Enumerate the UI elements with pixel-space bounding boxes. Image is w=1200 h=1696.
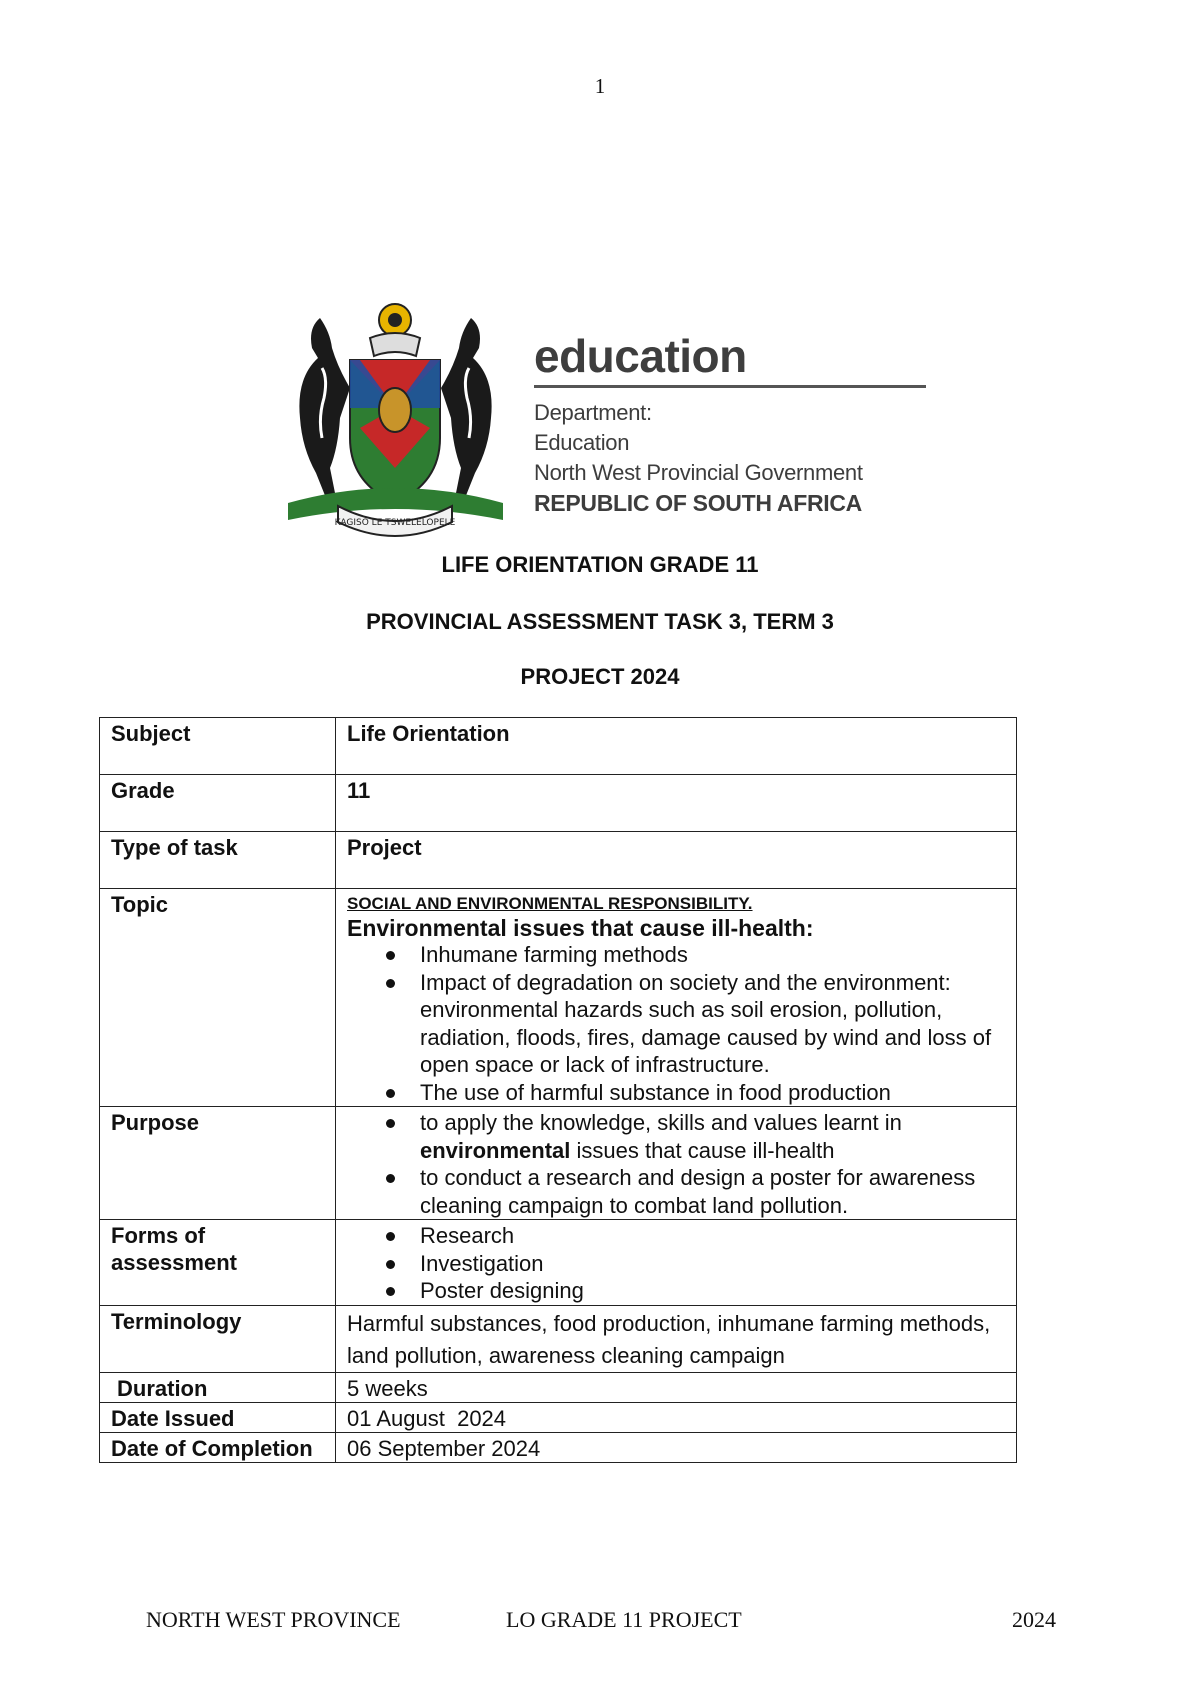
row-label-terminology: Terminology — [100, 1305, 336, 1372]
purpose-text: issues that cause ill-health — [570, 1137, 835, 1163]
table-row — [100, 1402, 1017, 1432]
table-row — [100, 1220, 1017, 1306]
row-label-purpose: Purpose — [100, 1107, 336, 1220]
table-row — [100, 1432, 1017, 1462]
table-row — [100, 1305, 1017, 1372]
purpose-text: to apply the knowledge, skills and values learnt in — [420, 1110, 902, 1135]
row-value-type-of-task: Project — [336, 832, 1017, 889]
row-value-purpose — [336, 1107, 1017, 1220]
coat-of-arms-icon — [278, 298, 513, 543]
page-number: 1 — [594, 74, 606, 98]
table-row — [100, 1107, 1017, 1220]
document-title: LIFE ORIENTATION GRADE 11 — [441, 552, 759, 577]
row-value-date-issued: 01 August 2024 — [336, 1402, 1017, 1432]
education-wordmark: education — [534, 330, 747, 382]
crest-motto: KAGISO LE TSWELELOPELE — [334, 518, 456, 528]
list-item: Inhumane farming methods — [420, 941, 1006, 969]
row-label-forms-of-assessment: Forms of assessment — [100, 1220, 336, 1306]
wordmark-rule — [534, 385, 926, 388]
row-value-subject: Life Orientation — [336, 718, 1017, 775]
table-row — [100, 889, 1017, 1107]
footer-year: 2024 — [1012, 1607, 1056, 1632]
row-label-type-of-task: Type of task — [100, 832, 336, 889]
department-logo — [278, 298, 928, 548]
row-value-forms-of-assessment — [336, 1220, 1017, 1306]
list-item: Poster designing — [420, 1277, 1006, 1305]
table-row — [100, 775, 1017, 832]
table-row — [100, 718, 1017, 775]
row-label-date-issued: Date Issued — [100, 1402, 336, 1432]
list-item: The use of harmful substance in food production — [420, 1079, 1006, 1107]
row-value-grade: 11 — [336, 775, 1017, 832]
row-value-duration: 5 weeks — [336, 1372, 1017, 1402]
row-value-date-of-completion: 06 September 2024 — [336, 1432, 1017, 1462]
dept-line-government: North West Provincial Government — [534, 460, 863, 485]
row-value-terminology: Harmful substances, food production, inhumane farming methods, land pollution, awareness cleaning campaign — [336, 1305, 1017, 1372]
dept-line-department: Department: — [534, 400, 652, 425]
list-item — [420, 1109, 1006, 1164]
row-label-topic: Topic — [100, 889, 336, 1107]
table-row — [100, 1372, 1017, 1402]
purpose-bullet-list — [347, 1109, 1006, 1219]
assessment-title: PROVINCIAL ASSESSMENT TASK 3, TERM 3 — [366, 609, 834, 634]
topic-bullet-list — [347, 941, 1006, 1106]
list-item: Impact of degradation on society and the environment: environmental hazards such as soil erosion, pollution, radiation, floods, fires, damage caused by wind and loss of open space or lack of infrastructure. — [420, 969, 1006, 1079]
purpose-emphasis: environmental — [420, 1137, 571, 1163]
footer-document: LO GRADE 11 PROJECT — [506, 1607, 742, 1632]
list-item: Research — [420, 1222, 1006, 1250]
topic-heading: SOCIAL AND ENVIRONMENTAL RESPONSIBILITY. — [347, 894, 753, 913]
row-value-topic — [336, 889, 1017, 1107]
row-label-subject: Subject — [100, 718, 336, 775]
footer-province: NORTH WEST PROVINCE — [146, 1607, 401, 1632]
forms-bullet-list — [347, 1222, 1006, 1305]
row-label-date-of-completion: Date of Completion — [100, 1432, 336, 1462]
list-item: Investigation — [420, 1250, 1006, 1278]
row-label-grade: Grade — [100, 775, 336, 832]
dept-line-republic: REPUBLIC OF SOUTH AFRICA — [534, 490, 862, 516]
table-row — [100, 832, 1017, 889]
department-name-block — [534, 331, 934, 518]
topic-subheading: Environmental issues that cause ill-health: — [347, 915, 814, 941]
row-label-duration: Duration — [100, 1372, 336, 1402]
task-details-table — [99, 717, 1017, 1463]
list-item: to conduct a research and design a poster for awareness cleaning campaign to combat land pollution. — [420, 1164, 1006, 1219]
project-title: PROJECT 2024 — [520, 664, 680, 689]
dept-line-education: Education — [534, 430, 630, 455]
